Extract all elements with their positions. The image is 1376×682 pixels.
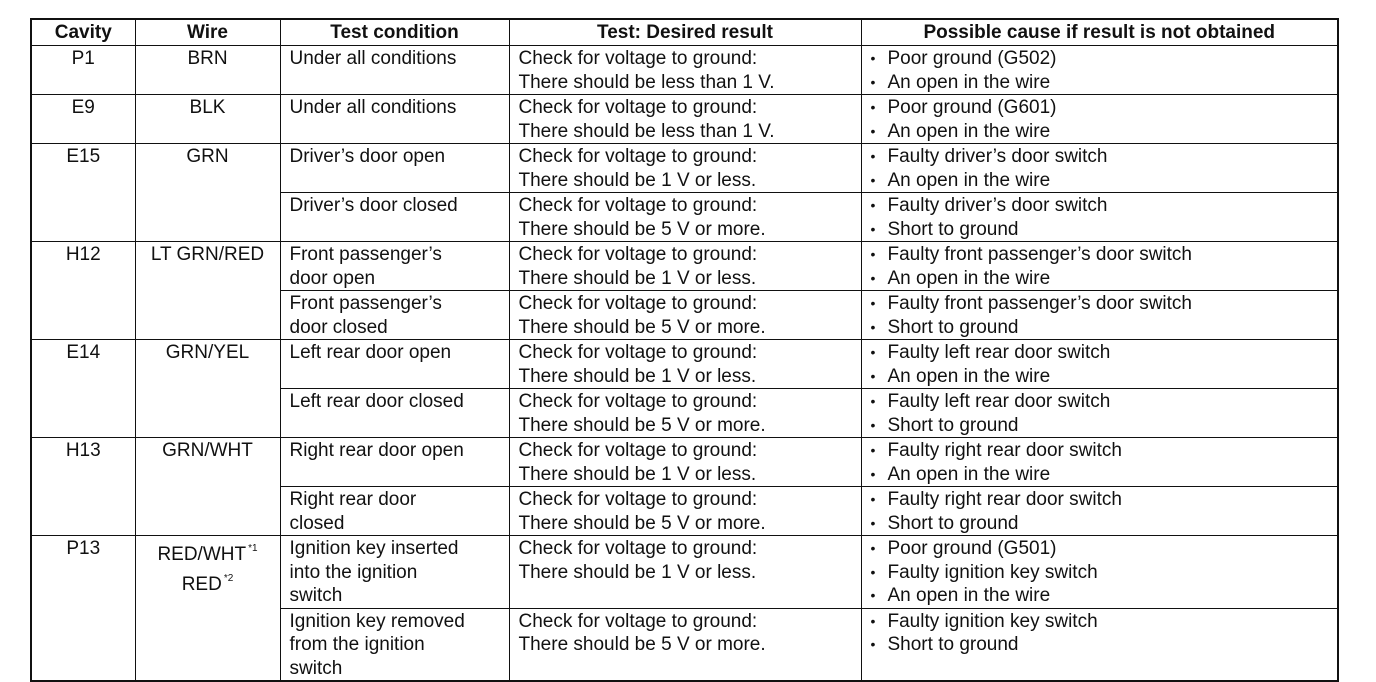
- cause-text: Faulty left rear door switch: [887, 342, 1111, 363]
- cavity-label: P13: [66, 538, 101, 559]
- bullet-icon: •: [870, 99, 876, 115]
- desired-result-cell: [509, 389, 861, 438]
- cause-item: [871, 610, 1329, 634]
- cavity-test-table: [30, 18, 1339, 682]
- test-condition-cell: [280, 95, 509, 144]
- desired-result-line: Check for voltage to ground:: [518, 440, 758, 461]
- cause-text: Poor ground (G601): [887, 97, 1057, 118]
- header-test-condition: Test condition: [280, 19, 509, 46]
- cause-text: Faulty front passenger’s door switch: [887, 293, 1193, 314]
- cavity-cell: [31, 144, 135, 242]
- desired-result-line: There should be 5 V or more.: [518, 512, 766, 534]
- bullet-icon: •: [870, 318, 876, 335]
- test-condition-cell: [280, 242, 509, 291]
- possible-cause-cell: [861, 46, 1338, 95]
- cause-list: [871, 292, 1329, 339]
- desired-result-line: Check for voltage to ground:: [518, 293, 758, 314]
- test-condition-line: Under all conditions: [289, 97, 457, 118]
- table-row: [31, 340, 1338, 389]
- cause-text: An open in the wire: [887, 71, 1051, 93]
- cause-text: An open in the wire: [887, 463, 1051, 485]
- wire-color-line: [138, 439, 278, 463]
- wire-color-line: [138, 243, 278, 267]
- desired-result-cell: [509, 193, 861, 242]
- desired-result-line: There should be 5 V or more.: [518, 634, 766, 655]
- cause-item: [871, 96, 1329, 120]
- desired-result-line: There should be 1 V or less.: [518, 463, 757, 485]
- wire-color: GRN/YEL: [165, 342, 250, 363]
- wire-cell: [135, 340, 280, 438]
- cause-text: Short to ground: [887, 512, 1019, 534]
- possible-cause-cell: [861, 193, 1338, 242]
- bullet-icon: •: [870, 295, 876, 311]
- desired-result-cell: [509, 608, 861, 681]
- possible-cause-cell: [861, 340, 1338, 389]
- troubleshooting-table-sheet: [30, 18, 1339, 682]
- test-condition-cell: [280, 291, 509, 340]
- bullet-icon: •: [870, 220, 876, 237]
- cause-text: Faulty driver’s door switch: [887, 195, 1108, 216]
- wire-color-alt-line: [138, 567, 278, 597]
- cause-text: Poor ground (G501): [887, 538, 1057, 559]
- wire-color-alt: RED: [181, 573, 222, 595]
- cause-item: [871, 218, 1329, 242]
- desired-result-line: Check for voltage to ground:: [518, 195, 758, 216]
- test-condition-line: Front passenger’s: [289, 293, 442, 314]
- desired-result-line: Check for voltage to ground:: [518, 610, 758, 632]
- wire-cell: [135, 242, 280, 340]
- cause-text: An open in the wire: [887, 120, 1051, 142]
- possible-cause-cell: [861, 608, 1338, 681]
- wire-color: BLK: [189, 97, 226, 118]
- cause-text: Faulty ignition key switch: [887, 561, 1098, 583]
- cause-item: [871, 463, 1329, 487]
- test-condition-cell: [280, 46, 509, 95]
- wire-color: LT GRN/RED: [150, 244, 265, 265]
- bullet-icon: •: [870, 491, 876, 507]
- possible-cause-cell: [861, 144, 1338, 193]
- cause-text: Faulty left rear door switch: [887, 391, 1111, 412]
- test-condition-line: switch: [289, 657, 343, 679]
- desired-result-line: Check for voltage to ground:: [518, 391, 758, 412]
- desired-result-line: There should be 1 V or less.: [518, 561, 757, 583]
- cavity-label: H12: [65, 244, 101, 265]
- cause-item: [871, 561, 1329, 585]
- wire-footnote-mark: *2: [223, 572, 234, 584]
- test-condition-line: Right rear door: [289, 489, 417, 510]
- cause-item: [871, 267, 1329, 291]
- bullet-icon: •: [870, 416, 876, 433]
- test-condition-cell: [280, 144, 509, 193]
- desired-result-cell: [509, 438, 861, 487]
- cause-list: [871, 243, 1329, 290]
- cause-list: [871, 488, 1329, 535]
- table-row: [31, 438, 1338, 487]
- cause-list: [871, 439, 1329, 486]
- desired-result-line: There should be less than 1 V.: [518, 120, 775, 142]
- bullet-icon: •: [870, 50, 876, 66]
- wire-cell: [135, 46, 280, 95]
- test-condition-cell: [280, 536, 509, 609]
- cause-item: [871, 243, 1329, 267]
- desired-result-line: Check for voltage to ground:: [518, 342, 758, 363]
- cavity-label: E15: [66, 146, 101, 167]
- cause-item: [871, 341, 1329, 365]
- cause-list: [871, 537, 1329, 608]
- cause-list: [871, 390, 1329, 437]
- wire-footnote-mark: *1: [248, 543, 258, 554]
- cause-text: Faulty front passenger’s door switch: [887, 244, 1193, 265]
- cause-item: [871, 512, 1329, 536]
- cause-item: [871, 71, 1329, 95]
- desired-result-cell: [509, 487, 861, 536]
- bullet-icon: •: [870, 393, 876, 409]
- cause-list: [871, 194, 1329, 241]
- desired-result-line: Check for voltage to ground:: [518, 244, 758, 265]
- possible-cause-cell: [861, 291, 1338, 340]
- test-condition-line: Driver’s door closed: [289, 195, 458, 216]
- test-condition-line: Front passenger’s: [289, 244, 442, 265]
- bullet-icon: •: [870, 122, 876, 139]
- cause-text: An open in the wire: [887, 169, 1051, 191]
- desired-result-line: There should be 1 V or less.: [518, 267, 757, 289]
- possible-cause-cell: [861, 536, 1338, 609]
- cause-item: [871, 633, 1329, 657]
- test-condition-line: Right rear door open: [289, 440, 464, 461]
- cause-item: [871, 47, 1329, 71]
- cavity-label: P1: [71, 48, 95, 69]
- header-wire: Wire: [135, 19, 280, 46]
- wire-cell: [135, 144, 280, 242]
- cause-item: [871, 120, 1329, 144]
- desired-result-line: There should be less than 1 V.: [518, 71, 775, 93]
- desired-result-line: There should be 5 V or more.: [518, 218, 766, 240]
- wire-color-line: [138, 537, 278, 567]
- cause-text: An open in the wire: [887, 585, 1051, 606]
- desired-result-line: Check for voltage to ground:: [518, 489, 758, 510]
- possible-cause-cell: [861, 438, 1338, 487]
- test-condition-line: switch: [289, 585, 343, 606]
- cavity-cell: [31, 46, 135, 95]
- cause-list: [871, 47, 1329, 94]
- bullet-icon: •: [870, 197, 876, 213]
- cause-item: [871, 537, 1329, 561]
- bullet-icon: •: [870, 612, 876, 629]
- header-possible-cause: Possible cause if result is not obtained: [861, 19, 1338, 46]
- test-condition-line: into the ignition: [289, 561, 418, 583]
- cause-text: Short to ground: [887, 218, 1019, 240]
- desired-result-line: Check for voltage to ground:: [518, 538, 758, 559]
- cause-text: Poor ground (G502): [887, 48, 1057, 69]
- cause-text: An open in the wire: [887, 365, 1051, 387]
- bullet-icon: •: [870, 269, 876, 286]
- cause-item: [871, 316, 1329, 340]
- desired-result-cell: [509, 95, 861, 144]
- cause-item: [871, 194, 1329, 218]
- wire-color: GRN: [186, 146, 229, 167]
- bullet-icon: •: [870, 540, 876, 556]
- test-condition-line: Under all conditions: [289, 48, 457, 69]
- cause-text: Short to ground: [887, 634, 1019, 655]
- desired-result-line: Check for voltage to ground:: [518, 48, 758, 69]
- cause-list: [871, 145, 1329, 192]
- desired-result-cell: [509, 536, 861, 609]
- test-condition-cell: [280, 438, 509, 487]
- test-condition-cell: [280, 340, 509, 389]
- bullet-icon: •: [870, 514, 876, 531]
- table-row: [31, 144, 1338, 193]
- bullet-icon: •: [870, 367, 876, 384]
- test-condition-line: Left rear door open: [289, 342, 452, 363]
- desired-result-line: There should be 1 V or less.: [518, 365, 757, 387]
- desired-result-line: Check for voltage to ground:: [518, 146, 758, 167]
- bullet-icon: •: [870, 246, 876, 262]
- cause-text: Faulty right rear door switch: [887, 489, 1122, 510]
- cause-list: [871, 96, 1329, 143]
- bullet-icon: •: [870, 171, 876, 188]
- header-desired-result: Test: Desired result: [509, 19, 861, 46]
- desired-result-cell: [509, 340, 861, 389]
- test-condition-line: from the ignition: [289, 634, 425, 655]
- test-condition-line: Ignition key removed: [289, 610, 465, 632]
- cause-item: [871, 414, 1329, 438]
- possible-cause-cell: [861, 242, 1338, 291]
- cavity-cell: [31, 242, 135, 340]
- test-condition-cell: [280, 193, 509, 242]
- header-row: [31, 19, 1338, 46]
- cavity-cell: [31, 340, 135, 438]
- test-condition-line: Driver’s door open: [289, 146, 446, 167]
- table-row: [31, 536, 1338, 609]
- wire-color: BRN: [187, 48, 228, 69]
- cause-item: [871, 365, 1329, 389]
- wire-cell: [135, 536, 280, 682]
- cause-text: Short to ground: [887, 316, 1019, 338]
- wire-color-line: [138, 47, 278, 71]
- desired-result-cell: [509, 144, 861, 193]
- test-condition-cell: [280, 389, 509, 438]
- possible-cause-cell: [861, 389, 1338, 438]
- possible-cause-cell: [861, 487, 1338, 536]
- wire-color: GRN/WHT: [162, 440, 253, 461]
- wire-color: RED/WHT: [157, 544, 247, 565]
- cause-item: [871, 584, 1329, 608]
- desired-result-line: There should be 5 V or more.: [518, 414, 766, 436]
- wire-cell: [135, 95, 280, 144]
- bullet-icon: •: [870, 636, 876, 652]
- cause-item: [871, 145, 1329, 169]
- bullet-icon: •: [870, 73, 876, 90]
- bullet-icon: •: [870, 344, 876, 360]
- cavity-cell: [31, 536, 135, 682]
- desired-result-line: There should be 5 V or more.: [518, 316, 766, 338]
- wire-color-line: [138, 341, 278, 365]
- cause-text: Faulty driver’s door switch: [887, 146, 1108, 167]
- cause-item: [871, 488, 1329, 512]
- cavity-label: E14: [66, 342, 101, 363]
- desired-result-line: Check for voltage to ground:: [518, 97, 758, 118]
- bullet-icon: •: [870, 563, 876, 580]
- test-condition-line: Left rear door closed: [289, 391, 464, 412]
- test-condition-line: closed: [289, 512, 345, 534]
- table-row: [31, 46, 1338, 95]
- cause-list: [871, 341, 1329, 388]
- cause-item: [871, 169, 1329, 193]
- wire-cell: [135, 438, 280, 536]
- table-row: [31, 95, 1338, 144]
- cause-item: [871, 390, 1329, 414]
- cause-list: [871, 610, 1329, 657]
- possible-cause-cell: [861, 95, 1338, 144]
- desired-result-cell: [509, 291, 861, 340]
- bullet-icon: •: [870, 587, 876, 603]
- cavity-cell: [31, 438, 135, 536]
- bullet-icon: •: [870, 465, 876, 482]
- test-condition-line: door closed: [289, 316, 388, 338]
- desired-result-cell: [509, 242, 861, 291]
- wire-color-line: [138, 145, 278, 169]
- bullet-icon: •: [870, 148, 876, 164]
- table-row: [31, 242, 1338, 291]
- header-cavity: Cavity: [31, 19, 135, 46]
- cause-text: An open in the wire: [887, 267, 1051, 289]
- test-condition-cell: [280, 487, 509, 536]
- cause-item: [871, 439, 1329, 463]
- cavity-label: E9: [71, 97, 95, 118]
- cavity-cell: [31, 95, 135, 144]
- cause-text: Faulty right rear door switch: [887, 440, 1122, 461]
- test-condition-line: Ignition key inserted: [289, 538, 459, 559]
- cause-text: Faulty ignition key switch: [887, 610, 1098, 632]
- cavity-label: H13: [65, 440, 101, 461]
- cause-item: [871, 292, 1329, 316]
- test-condition-line: door open: [289, 267, 376, 289]
- bullet-icon: •: [870, 442, 876, 458]
- cause-text: Short to ground: [887, 414, 1019, 436]
- wire-color-line: [138, 96, 278, 120]
- desired-result-line: There should be 1 V or less.: [518, 169, 757, 191]
- desired-result-cell: [509, 46, 861, 95]
- test-condition-cell: [280, 608, 509, 681]
